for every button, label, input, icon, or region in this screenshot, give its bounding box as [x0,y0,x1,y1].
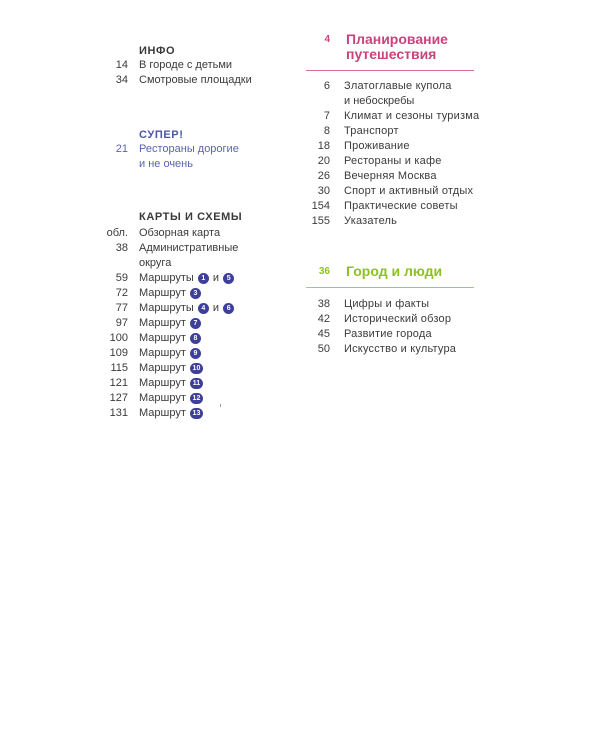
toc-entry-route[interactable] [98,391,298,406]
chapter-page-number: 4 [324,34,330,45]
page-number: 7 [323,110,330,122]
page-number: 155 [311,215,330,227]
route-number-badge: 1 [198,273,209,284]
and-word: и [212,302,220,314]
maps-section [98,210,298,421]
page-number: 6 [323,80,330,92]
route-number-badge: 4 [198,303,209,314]
page-number: 38 [115,242,128,254]
chapter-divider [306,287,474,288]
chapter-heading[interactable] [300,264,480,279]
chapter-divider [306,70,474,71]
toc-entry[interactable] [98,73,298,88]
entry-label: Спорт и активный отдых [344,185,474,197]
entry-label [139,286,298,301]
route-label: Маршрут [139,362,186,374]
toc-entry[interactable] [98,142,298,157]
left-column [98,44,298,421]
page-number: 77 [115,302,128,314]
chapter-planning [300,32,480,229]
toc-entry-route[interactable] [98,301,298,316]
toc-entry[interactable] [300,214,480,229]
page-number: 26 [317,170,330,182]
page-number: 50 [317,343,330,355]
entry-label: Вечерняя Москва [344,170,437,182]
toc-entry[interactable] [98,226,298,241]
entry-label: Рестораны и кафе [344,155,442,167]
route-number-badge: 9 [190,348,201,359]
entry-label: Проживание [344,140,410,152]
toc-entry-route[interactable] [98,376,298,391]
entry-label: Транспорт [344,125,399,137]
entry-label-continued-text: и небоскребы [344,95,415,107]
toc-entry-route[interactable] [98,286,298,301]
page-number: 34 [115,74,128,86]
route-label: Маршрут [139,407,186,419]
route-number-badge: 8 [190,333,201,344]
page-number: 72 [115,287,128,299]
print-speck [220,404,221,407]
route-label: Маршрут [139,332,186,344]
entry-label [139,301,298,316]
toc-entry-route[interactable] [98,346,298,361]
chapter-title-line: Планирование [346,31,448,47]
entry-label: Исторический обзор [344,313,452,325]
entry-label: Указатель [344,215,398,227]
page-number: 109 [109,347,128,359]
route-label: Маршрут [139,377,186,389]
chapter-title-line: Город и люди [346,263,443,279]
page-number: 127 [109,392,128,404]
page-number: обл. [106,227,128,239]
toc-entry[interactable] [98,241,298,256]
page-number: 30 [317,185,330,197]
page-number: 14 [115,59,128,71]
route-label: Маршруты [139,272,194,284]
entry-label [139,376,298,391]
right-column [300,26,480,357]
entry-label: Златоглавые купола [344,80,452,92]
route-number-badge: 13 [190,408,203,419]
and-word: и [212,272,220,284]
entry-label-continued: и не очень [139,158,193,170]
page-number: 45 [317,328,330,340]
entry-label: В городе с детьми [139,59,233,71]
page-number: 154 [311,200,330,212]
toc-entry[interactable] [300,184,480,199]
route-number-badge: 7 [190,318,201,329]
page-number: 20 [317,155,330,167]
toc-entry[interactable] [300,124,480,139]
info-section [98,44,298,88]
page-number: 21 [115,143,128,155]
toc-entry[interactable] [300,109,480,124]
page-number: 59 [115,272,128,284]
route-number-badge: 11 [190,378,203,389]
toc-entry[interactable] [300,139,480,154]
toc-entry-route[interactable] [98,271,298,286]
chapter-title-line: путешествия [346,46,437,62]
toc-entry[interactable] [300,297,480,312]
chapter-title [346,264,442,279]
page-number: 100 [109,332,128,344]
toc-entry-route[interactable] [98,361,298,376]
entry-label: Практические советы [344,200,458,212]
entry-label [139,361,298,376]
toc-entry[interactable] [300,79,480,94]
page-number: 38 [317,298,330,310]
toc-entry[interactable] [300,169,480,184]
entry-label: Обзорная карта [139,227,221,239]
route-number-badge: 6 [223,303,234,314]
page-number: 8 [323,125,330,137]
route-label: Маршрут [139,392,186,404]
page-number: 121 [109,377,128,389]
entry-label: Искусство и культура [344,343,457,355]
page-number: 97 [115,317,128,329]
route-label: Маршрут [139,347,186,359]
entry-label-continued [300,94,480,109]
toc-entry[interactable] [98,58,298,73]
toc-entry[interactable] [300,154,480,169]
toc-entry-route[interactable] [98,406,298,421]
chapter-city-people [300,264,480,357]
entry-label [139,271,298,286]
entry-label [139,316,298,331]
toc-entry[interactable] [300,342,480,357]
route-label: Маршруты [139,302,194,314]
chapter-heading[interactable] [300,32,480,62]
route-number-badge: 10 [190,363,203,374]
toc-entry[interactable] [300,327,480,342]
route-number-badge: 5 [223,273,234,284]
toc-entry[interactable] [300,199,480,214]
route-number-badge: 3 [190,288,201,299]
entry-label: Административные [139,242,239,254]
page-number: 42 [317,313,330,325]
entry-label [139,331,298,346]
entry-label: Рестораны дорогие [139,143,239,155]
entry-label: Смотровые площадки [139,74,252,86]
route-number-badge: 12 [190,393,203,404]
toc-entry[interactable] [300,312,480,327]
chapter-page-number: 36 [318,266,330,277]
entry-label [139,346,298,361]
toc-entry-route[interactable] [98,316,298,331]
entry-label: Климат и сезоны туризма [344,110,480,122]
page-number: 115 [110,362,128,374]
page-number: 18 [317,140,330,152]
toc-entry-route[interactable] [98,331,298,346]
chapter-title [346,32,448,62]
entry-label [139,406,298,421]
entry-label: Развитие города [344,328,432,340]
super-section [98,128,298,172]
entry-label-continued: округа [139,257,172,269]
entry-label: Цифры и факты [344,298,430,310]
entry-label [139,391,298,406]
info-title: ИНФО [139,45,176,57]
page-number: 131 [109,407,128,419]
maps-title: КАРТЫ И СХЕМЫ [139,211,243,223]
super-title: СУПЕР! [139,129,184,141]
route-label: Маршрут [139,287,186,299]
route-label: Маршрут [139,317,186,329]
